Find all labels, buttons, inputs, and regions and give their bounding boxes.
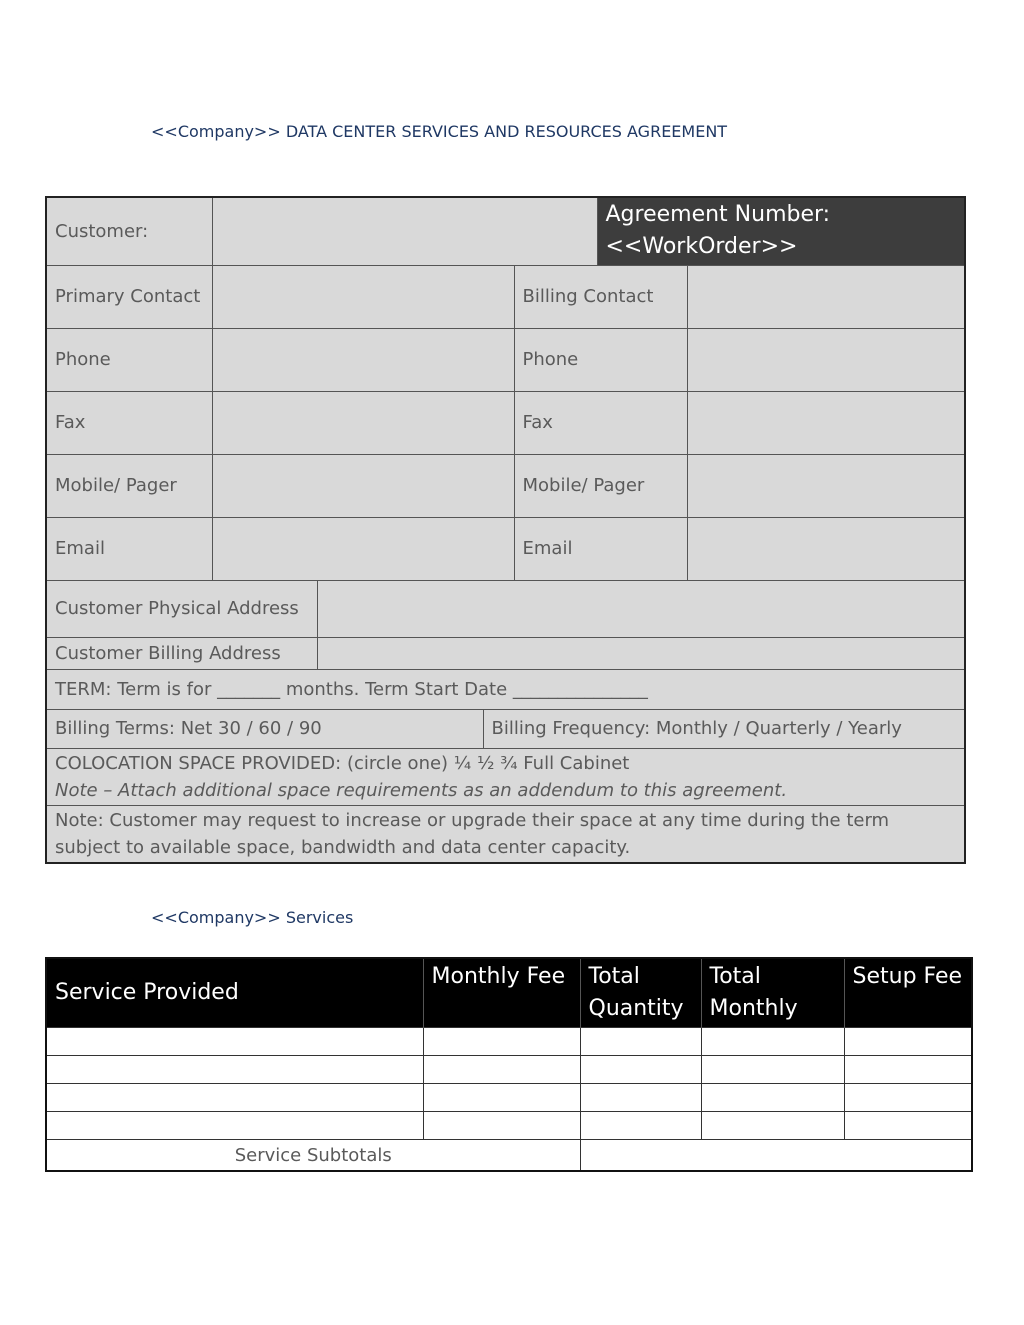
upgrade-note: Note: Customer may request to increase or upgrade their space at any time during the term subject to available space, bandwidth and data center capacity. (46, 806, 965, 864)
service-subtotals-field[interactable] (580, 1140, 972, 1172)
mobile-label: Mobile/ Pager (46, 455, 212, 518)
quantity-cell[interactable] (580, 1028, 701, 1056)
billing-fax-label: Fax (514, 392, 687, 455)
agreement-number-cell (597, 197, 965, 266)
billing-email-field[interactable] (687, 518, 965, 581)
billing-email-label: Email (514, 518, 687, 581)
services-table (45, 957, 973, 1172)
monthly-fee-cell[interactable] (423, 1084, 580, 1112)
quantity-cell[interactable] (580, 1112, 701, 1140)
term-row[interactable]: TERM: Term is for _______ months. Term Start Date _______________ (46, 670, 965, 710)
setup-fee-cell[interactable] (844, 1084, 972, 1112)
billing-mobile-field[interactable] (687, 455, 965, 518)
col-monthly-fee: Monthly Fee (423, 958, 580, 1028)
col-setup-fee: Setup Fee (844, 958, 972, 1028)
col-service-provided: Service Provided (46, 958, 423, 1028)
setup-fee-cell[interactable] (844, 1112, 972, 1140)
billing-contact-label: Billing Contact (514, 266, 687, 329)
quantity-cell[interactable] (580, 1084, 701, 1112)
table-row (46, 1112, 972, 1140)
service-subtotals-label: Service Subtotals (46, 1140, 580, 1172)
billing-address-field[interactable] (317, 638, 965, 670)
physical-address-label: Customer Physical Address (46, 581, 317, 638)
billing-address-label: Customer Billing Address (46, 638, 317, 670)
subtotal-row (46, 1140, 972, 1172)
colocation-cell (46, 749, 965, 806)
service-cell[interactable] (46, 1084, 423, 1112)
service-cell[interactable] (46, 1112, 423, 1140)
table-row (46, 1056, 972, 1084)
quantity-cell[interactable] (580, 1056, 701, 1084)
primary-contact-field[interactable] (212, 266, 514, 329)
setup-fee-cell[interactable] (844, 1028, 972, 1056)
fax-label: Fax (46, 392, 212, 455)
total-monthly-cell[interactable] (701, 1112, 844, 1140)
monthly-fee-cell[interactable] (423, 1112, 580, 1140)
total-monthly-cell[interactable] (701, 1028, 844, 1056)
fax-field[interactable] (212, 392, 514, 455)
phone-label: Phone (46, 329, 212, 392)
col-total-quantity: Total Quantity (580, 958, 701, 1028)
col-total-monthly: Total Monthly (701, 958, 844, 1028)
phone-field[interactable] (212, 329, 514, 392)
monthly-fee-cell[interactable] (423, 1028, 580, 1056)
billing-fax-field[interactable] (687, 392, 965, 455)
physical-address-field[interactable] (317, 581, 965, 638)
billing-terms[interactable]: Billing Terms: Net 30 / 60 / 90 (46, 710, 483, 749)
table-row (46, 1028, 972, 1056)
mobile-field[interactable] (212, 455, 514, 518)
monthly-fee-cell[interactable] (423, 1056, 580, 1084)
table-row (46, 1084, 972, 1112)
billing-mobile-label: Mobile/ Pager (514, 455, 687, 518)
colocation-space[interactable]: COLOCATION SPACE PROVIDED: (circle one) ¼ ½ ¾ Full Cabinet (55, 753, 630, 774)
service-cell[interactable] (46, 1028, 423, 1056)
agreement-number-value: <<WorkOrder>> (605, 234, 798, 259)
billing-phone-field[interactable] (687, 329, 965, 392)
billing-contact-field[interactable] (687, 266, 965, 329)
colocation-note: Note – Attach additional space requirements as an addendum to this agreement. (55, 780, 788, 801)
primary-contact-label: Primary Contact (46, 266, 212, 329)
customer-label: Customer: (46, 197, 212, 266)
document-title: <<Company>> DATA CENTER SERVICES AND RESOURCES AGREEMENT (151, 122, 728, 141)
agreement-number-label: Agreement Number: (605, 202, 831, 227)
services-heading: <<Company>> Services (151, 908, 354, 927)
billing-frequency[interactable]: Billing Frequency: Monthly / Quarterly / Yearly (483, 710, 965, 749)
email-label: Email (46, 518, 212, 581)
total-monthly-cell[interactable] (701, 1084, 844, 1112)
service-cell[interactable] (46, 1056, 423, 1084)
setup-fee-cell[interactable] (844, 1056, 972, 1084)
total-monthly-cell[interactable] (701, 1056, 844, 1084)
email-field[interactable] (212, 518, 514, 581)
customer-field[interactable] (212, 197, 597, 266)
customer-info-table (45, 196, 966, 864)
billing-phone-label: Phone (514, 329, 687, 392)
